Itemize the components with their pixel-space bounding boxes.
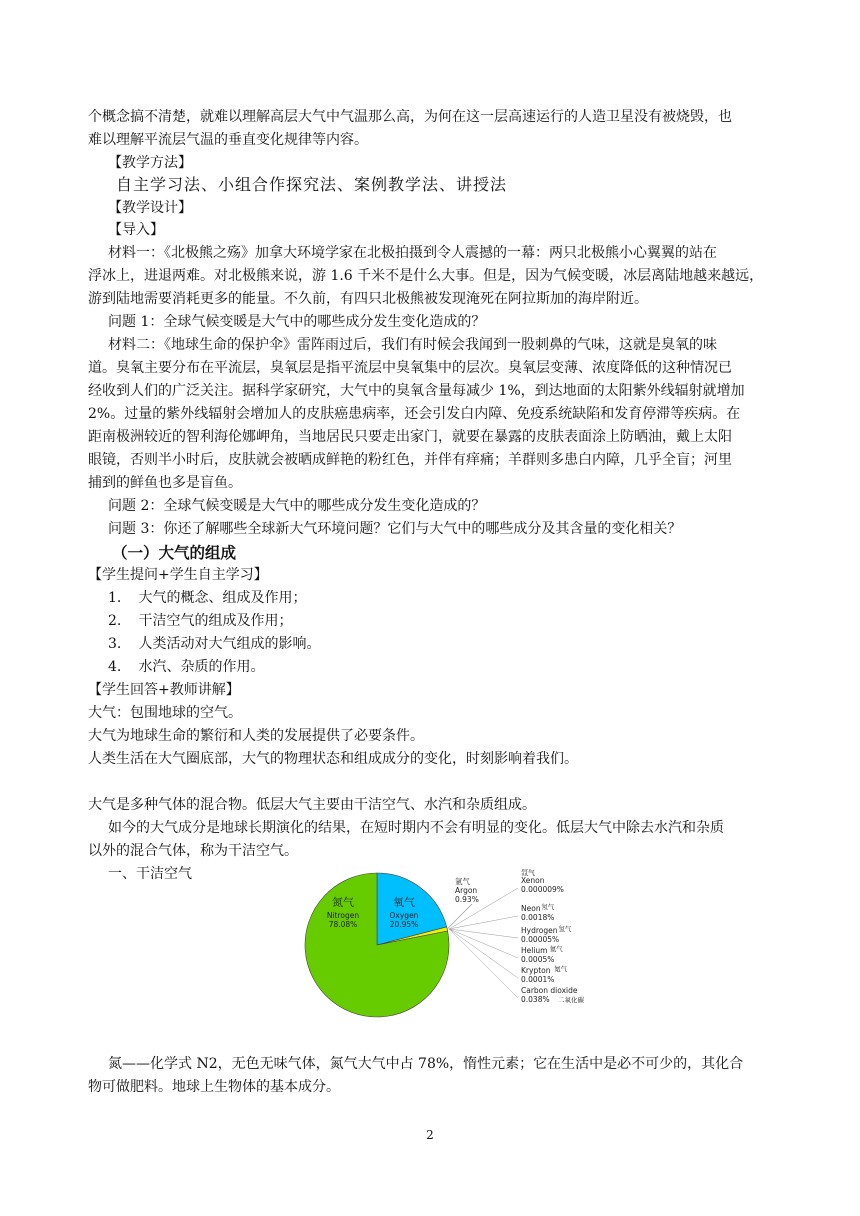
trace-label-value: 0.0018%: [521, 913, 555, 922]
leader-line: [449, 916, 518, 929]
trace-label-value: 0.00005%: [521, 935, 560, 944]
trace-label-cn: 氪气: [554, 965, 568, 973]
section-heading: （一）大气的组成: [112, 543, 237, 562]
trace-label-name: Krypton: [521, 966, 551, 975]
trace-label-cn: 氢气: [558, 925, 572, 933]
paragraph-line: 材料一：《北极熊之殇》加拿大环境学家在北极拍摄到令人震撼的一幕：两只北极熊小心翼翼的站在: [108, 245, 717, 261]
paragraph-line: 难以理解平流层气温的垂直变化规律等内容。: [88, 132, 368, 148]
slice-label-cn: 氮气: [332, 896, 354, 909]
slice-label-name: Oxygen: [389, 911, 419, 920]
heading-teaching-design: 【教学设计】: [108, 200, 192, 216]
slice-label-name: Nitrogen: [326, 911, 360, 920]
pie-chart-svg: [300, 862, 600, 1034]
heading-teaching-method: 【教学方法】: [108, 155, 192, 171]
methods-text: 自主学习法、小组合作探究法、案例教学法、讲授法: [116, 175, 508, 194]
trace-label-name: Neon: [521, 904, 541, 913]
list-item: [88, 588, 778, 609]
paragraph-line: 人类生活在大气圈底部，大气的物理状态和组成成分的变化，时刻影响着我们。: [88, 751, 578, 767]
slice-label-cn: 氧气: [393, 896, 415, 909]
trace-label-cn: 氖气: [541, 903, 555, 911]
trace-label-name: Helium: [521, 946, 548, 955]
paragraph-line: 道。臭氧主要分布在平流层，臭氧层是指平流层中臭氧集中的层次。臭氧层变薄、浓度降低的这种情况已: [88, 360, 732, 376]
list-number: 2.: [108, 613, 122, 629]
list-number: 4.: [108, 659, 122, 675]
paragraph-line: 经收到人们的广泛关注。据科学家研究，大气中的臭氧含量每减少 1%，到达地面的太阳紫外线辐射就增加: [88, 383, 745, 399]
paragraph-line: 大气：包围地球的空气。: [88, 705, 242, 721]
slice-label-value: 78.08%: [328, 920, 358, 929]
list-text: 大气的概念、组成及作用；: [138, 590, 307, 606]
trace-label-value: 0.000009%: [521, 885, 564, 894]
slice-label-cn: 氩气: [455, 877, 470, 886]
question-1: 问题 1：全球气候变暖是大气中的哪些成分发生变化造成的？: [108, 314, 486, 330]
trace-label-name: Xenon: [521, 876, 545, 885]
paragraph-line: 眼镜，否则半小时后，皮肤就会被晒成鲜艳的粉红色，并伴有痒痛；羊群则多患白内障，几乎全盲；河里: [88, 452, 732, 468]
paragraph-line: 大气是多种气体的混合物。低层大气主要由干洁空气、水汽和杂质组成。: [88, 797, 536, 813]
trace-label-cn: 二氧化碳: [558, 996, 584, 1004]
slice-label-name: Argon: [455, 886, 478, 895]
list-item: [88, 611, 778, 632]
paragraph-line: 以外的混合气体，称为干洁空气。: [88, 843, 298, 859]
trace-label-name: Carbon dioxide: [521, 986, 578, 995]
list-text: 干洁空气的组成及作用；: [138, 613, 293, 629]
heading-student-answer: 【学生回答+教师讲解】: [88, 682, 240, 698]
trace-label-name: Hydrogen: [521, 926, 558, 935]
paragraph-line: 氮——化学式 N2，无色无味气体，氮气大气中占 78%，惰性元素；它在生活中是必不可少的，其化合: [108, 1056, 744, 1072]
heading-student-question: 【学生提问+学生自主学习】: [88, 567, 268, 583]
list-text: 水汽、杂质的作用。: [138, 659, 265, 675]
paragraph-line: 2%。过量的紫外线辐射会增加人的皮肤癌患病率，还会引发白内障、免疫系统缺陷和发育停滞等疾病。在: [88, 406, 741, 422]
question-3: 问题 3：你还了解哪些全球新大气环境问题？它们与大气中的哪些成分及其含量的变化相关？: [108, 521, 682, 537]
trace-label-value: 0.038%: [521, 995, 550, 1004]
subheading-dry-air: 一、干洁空气: [108, 866, 192, 882]
slice-label-value: 0.93%: [455, 895, 479, 904]
paragraph-line: 大气为地球生命的繁衍和人类的发展提供了必要条件。: [88, 728, 424, 744]
paragraph-line: 浮冰上，进退两难。对北极熊来说，游 1.6 千米不是什么大事。但是，因为气候变暖，冰层离陆地越来越远，: [88, 268, 764, 284]
paragraph-line: 捕到的鲜鱼也多是盲鱼。: [88, 475, 242, 491]
list-text: 人类活动对大气组成的影响。: [138, 636, 321, 652]
paragraph-line: 材料二：《地球生命的保护伞》雷阵雨过后，我们有时候会我闻到一股刺鼻的气味，这就是臭氧的味: [108, 337, 717, 353]
slice-label-value: 20.95%: [389, 920, 419, 929]
paragraph-line: 如今的大气成分是地球长期演化的结果，在短时期内不会有明显的变化。低层大气中除去水汽和杂质: [108, 820, 724, 836]
paragraph-line: 个概念搞不清楚，就难以理解高层大气中气温那么高，为何在这一层高速运行的人造卫星没有被烧毁，也: [88, 109, 732, 125]
paragraph-line: 距南极洲较近的智利海伦娜岬角，当地居民只要走出家门，就要在暴露的皮肤表面涂上防晒油，戴上太阳: [88, 429, 732, 445]
page-number: 2: [426, 1128, 434, 1142]
leader-line: [449, 929, 518, 998]
paragraph-line: 游到陆地需要消耗更多的能量。不久前，有四只北极熊被发现淹死在阿拉斯加的海岸附近。: [88, 291, 648, 307]
paragraph-line: 物可做肥料。地球上生物体的基本成分。: [88, 1079, 340, 1095]
heading-intro: 【导入】: [108, 222, 164, 238]
atmosphere-pie-chart: [300, 862, 600, 1034]
trace-label-cn: 氦气: [549, 945, 563, 953]
trace-label-value: 0.0005%: [521, 955, 555, 964]
question-2: 问题 2：全球气候变暖是大气中的哪些成分发生变化造成的？: [108, 498, 486, 514]
list-number: 1.: [108, 590, 122, 606]
trace-label-cn: 氙气: [521, 869, 535, 877]
list-number: 3.: [108, 636, 122, 652]
list-item: [88, 657, 778, 678]
trace-label-value: 0.0001%: [521, 975, 555, 984]
list-item: [88, 634, 778, 655]
